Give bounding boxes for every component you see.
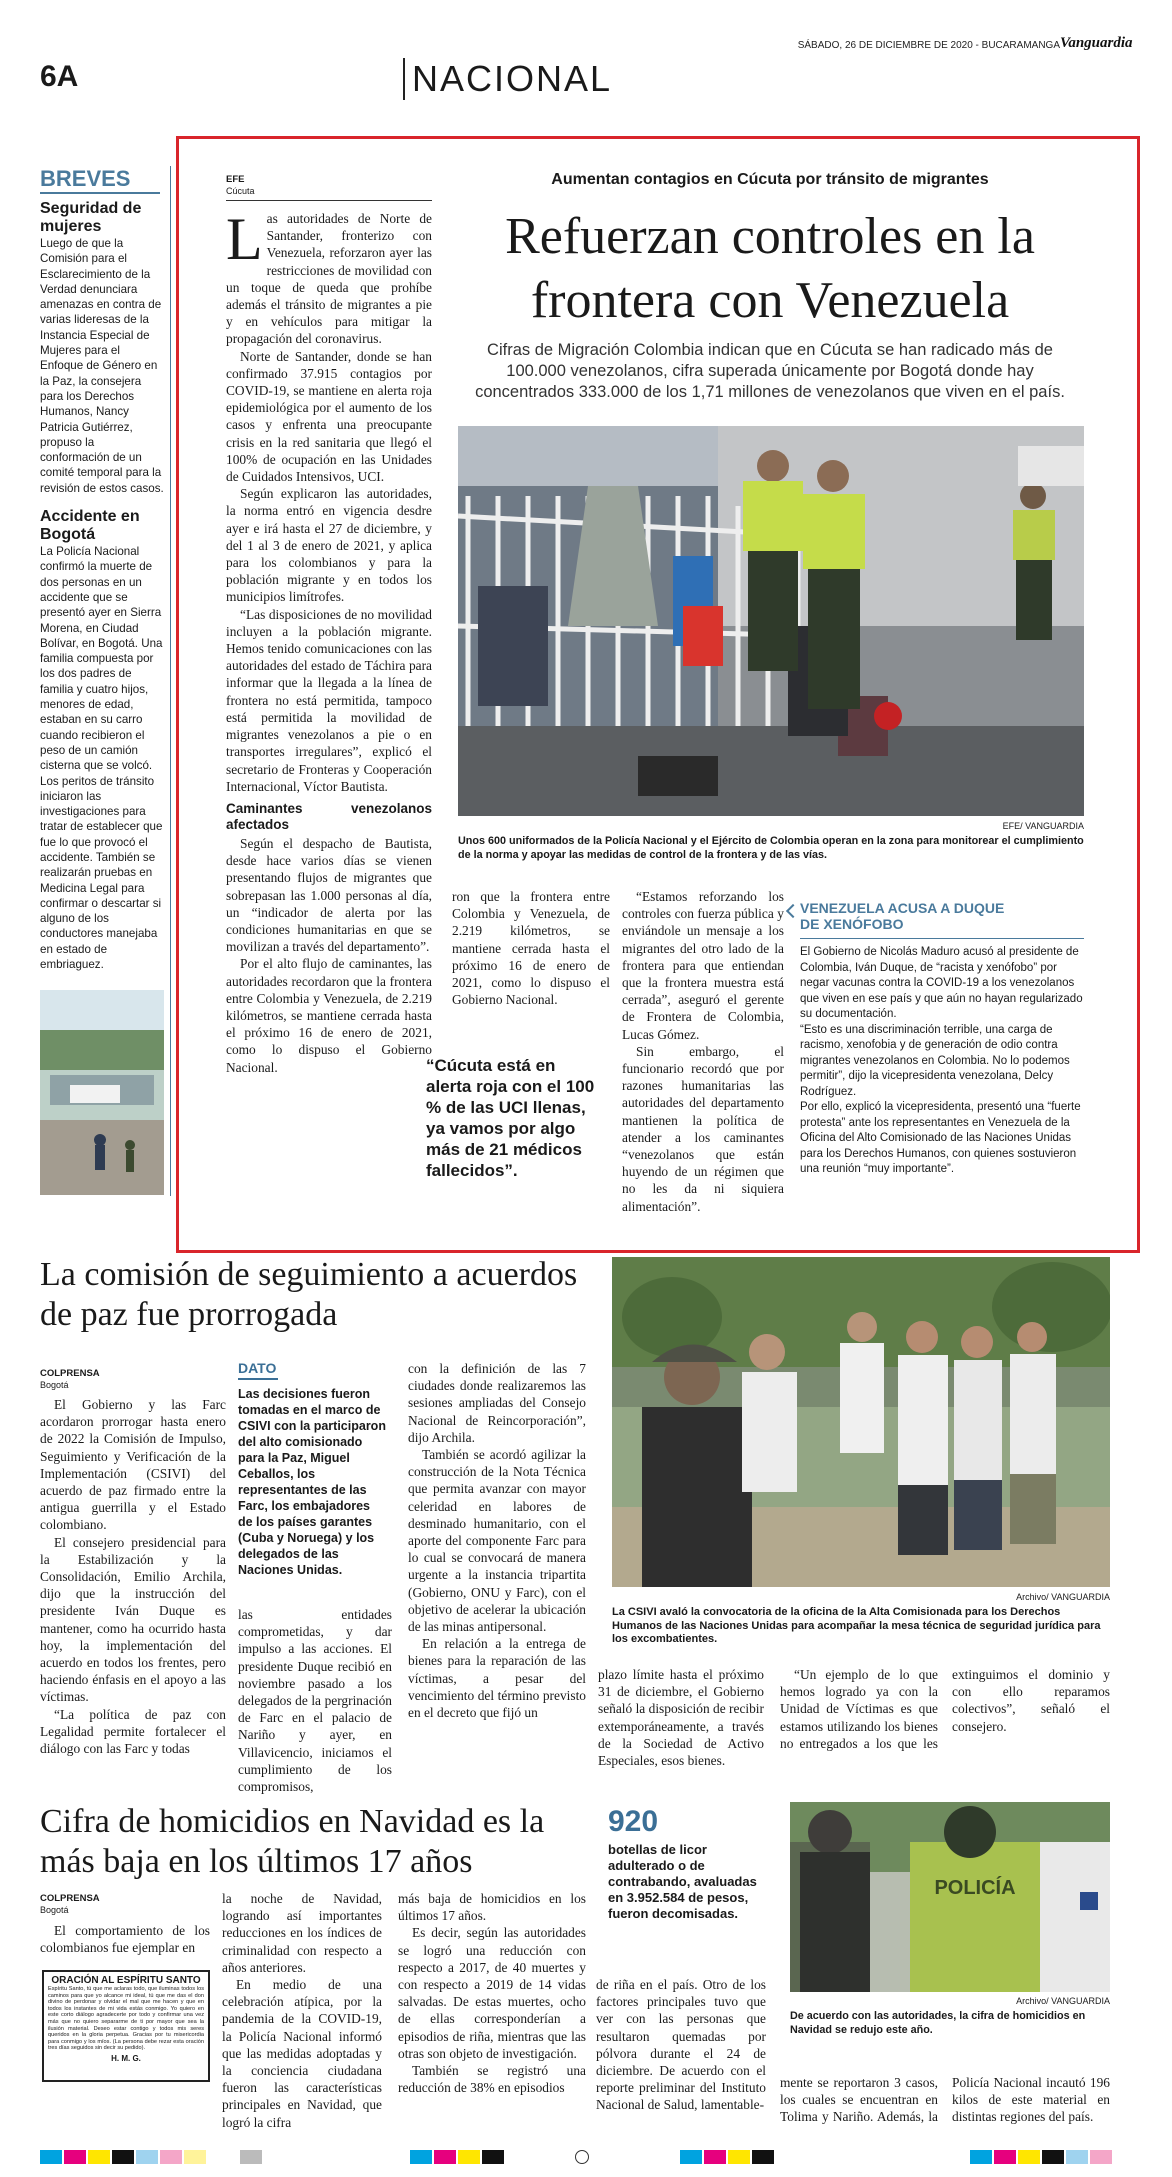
accident-photo (40, 990, 164, 1195)
registration-mark-icon (575, 2150, 589, 2164)
dropcap: L (226, 206, 263, 272)
story3-column-2 (222, 1890, 382, 2131)
story3-column-4 (596, 1976, 766, 2114)
story1-byline-rule (226, 200, 432, 201)
story3-column-3 (398, 1890, 586, 2096)
story3-caption: De acuerdo con las autoridades, la cifra de homicidios en Navidad se redujo este año. (790, 2010, 1086, 2036)
sidebar-title: VENEZUELA ACUSA A DUQUE DE XENÓFOBO (800, 900, 1005, 932)
paragraph: con la definición de las 7 ciudades donde realizaremos las sesiones ampliadas del Consejo Nacional de Reincorporación”, dijo Archila. (408, 1361, 586, 1445)
story1-caption: Unos 600 uniformados de la Policía Nacional y el Ejército de Colombia operan en la zona para monitorear el cumplimiento de la norma y apoyar las medidas de control de la frontera y de las vías. (458, 835, 1084, 861)
dato-text: Las decisiones fueron tomadas en el marco de CSIVI con la participaron del alto comisionado para la Paz, Miguel Ceballos, los representantes de las Farc, los embajadores de los países garantes (Cuba y Noruega) y los delegados de las Naciones Unidas. (238, 1387, 386, 1577)
police-label: POLICÍA (934, 1877, 1016, 1899)
paragraph: El comportamiento de los colombianos fue ejemplar en (40, 1923, 210, 1956)
border-control-photo (458, 426, 1084, 816)
prayer-title: ORACIÓN AL ESPÍRITU SANTO (51, 1975, 201, 1986)
paragraph: También se registró una reducción de 38% en episodios (398, 2063, 586, 2096)
story1-subhead: Caminantes venezolanos afectados (226, 800, 432, 832)
paragraph: Según explicaron las autoridades, la norma entró en vigencia desdre ayer e irá hasta el 27 de diciembre, y del 1 al 3 de enero de 2021, y aplica para los colombianos y para la población migrante y en todos los municipios limítrofes. (226, 486, 432, 605)
paragraph: Norte de Santander, donde se han confirmado 37.915 contagios por COVID-19, se mantiene en alerta roja epidemiológica por el aumento de los casos y enfrenta una preocupante crisis en la red sanitaria que llegó el 100% de ocupación en las Unidades de Cuidados Intensivos, UCI. (226, 348, 432, 485)
sidebar-text: “Esto es una discriminación terrible, una carga de racismo, xenofobia y de generación de odio contra migrantes venezolanos en Colombia. No lo podemos permitir”, dijo la vicepresidenta venezolana, Delcy Rodríguez. (800, 1023, 1070, 1098)
paragraph: El consejero presidencial para la Estabilización y la Consolidación, Emilio Archila, dijo que la instrucción del presidente Iván Duque es mantener, como ha ocurrido hasta hoy, la implementación del acuerdo en todos los frentes, pero haciendo énfasis en el apoyo a las víctimas. (40, 1534, 226, 1705)
paragraph: “La política de paz con Legalidad permite fortalecer el diálogo con las Farc y todas (40, 1706, 226, 1757)
story2-agency: COLPRENSA (40, 1368, 100, 1379)
story1-headline: Refuerzan controles en la frontera con Venezuela (505, 208, 1035, 329)
brief-column (40, 200, 164, 972)
story1-column-1 (226, 206, 432, 1076)
brief-title: Seguridad de mujeres (40, 200, 142, 235)
paragraph: mente se reportaron 3 casos, los cuales se encuentran en Tolima y Nariño. Además, la Policía Nacional incautó 196 kilos de este material en distintas regiones del país. (780, 2075, 1110, 2125)
brief-vertical-rule (170, 166, 171, 1196)
story3-column-1 (40, 1922, 210, 1956)
paragraph: de riña en el país. Otro de los factores principales tuvo que ver con las personas que resultaron quemadas por pólvora durante el 24 de diciembre. De acuerdo con el reporte preliminar del Instituto Nacional de Salud, lamentable- (596, 1977, 766, 2113)
story2-column-4 (598, 1666, 764, 1769)
paragraph: la noche de Navidad, logrando así importantes reducciones en los índices de criminalidad con respecto a años anteriores. (222, 1891, 382, 1975)
paragraph: las entidades comprometidas, y dar impulso a las acciones. El presidente Duque recibió en noviembre pasado a los delegados de la pergrinación de Farc en el palacio de Nariño y ayer, en Villavicencio, iniciamos el cumplimiento de los compromisos, (238, 1607, 392, 1795)
story1-photo-credit: EFE/ VANGUARDIA (1002, 821, 1084, 831)
prayer-signature: H. M. G. (111, 2053, 141, 2063)
story1-column-3 (622, 888, 784, 1215)
story3-agency: COLPRENSA (40, 1893, 100, 1904)
dato-rule (238, 1378, 278, 1380)
dato-label: DATO (238, 1360, 277, 1376)
story2-column-2 (238, 1606, 392, 1795)
story3-city: Bogotá (40, 1905, 69, 1915)
story3-headline: Cifra de homicidios en Navidad es la más baja en los últimos 17 años (40, 1803, 545, 1880)
prayer-text: Espíritu Santo, tú que me aclaras todo, que iluminas todos los caminos para que yo alcance mi ideal, tú que me das el don divino de perdonar y olvidar el mal que me hacen y que en todos los instantes de mi vida estás conmigo. Yo quiero en este corto diálogo agradecerte por todo y confirmar una vez más que no quiero separarme de ti por mayor que sea la ilusión material. Deseo estar contigo y todos mis seres queridos en la gloria perpetua. Gracias por tu misericordia para conmigo y los míos. (La persona debe rezar esta oración tres días seguidos sin decir su pedido). (48, 1986, 204, 2052)
story1-pullquote: “Cúcuta está en alerta roja con el 100 % de las UCI llenas, ya vamos por algo más de 21 médicos fallecidos”. (426, 1056, 595, 1180)
paragraph: más baja de homicidios en los últimos 17 años. (398, 1891, 586, 1924)
paragraph: “Estamos reforzando los controles con fuerza pública y enviándole un mensaje a los migrantes del otro lado de la frontera para que entiendan que la frontera muestra está cerrada”, aseguró el gerente de Frontera de Colombia, Lucas Gómez. (622, 889, 784, 1042)
story2-photo-credit: Archivo/ VANGUARDIA (1016, 1592, 1110, 1602)
story1-kicker: Aumentan contagios en Cúcuta por tránsito de migrantes (551, 171, 989, 188)
xenophobe-sidebar (800, 900, 1084, 1178)
brief-title: Accidente en Bogotá (40, 508, 140, 544)
story1-column-2-text: ron que la frontera entre Colombia y Venezuela, de 2.219 kilómetros, se mantiene cerrada hasta el próximo 16 de enero de 2021, como lo dispuso el Gobierno Nacional. (452, 889, 610, 1008)
brief-text: La Policía Nacional confirmó la muerte de dos personas en un accidente que se presentó ayer en Sierra Morena, en Ciudad Bolívar, en Bogotá. Una familia compuesta por los dos padres de familia y cuatro hijos, menores de edad, estaban en su carro cuando recibieron el peso de un camión cisterna que se volcó. Los peritos de tránsito iniciaron las investigaciones para tratar de establecer que fue lo que provocó el accidente. También se realizarán pruebas en Medicina Legal para confirmar o descartar si alguno de los conductores manejaba en estado de embriaguez. (40, 545, 163, 972)
stat-number: 920 (608, 1805, 659, 1838)
story1-agency: EFE (226, 174, 245, 185)
story2-caption: La CSIVI avaló la convocatoria de la oficina de la Alta Comisionada para los Derechos Humanos de las Naciones Unidas para acompañar la mesa técnica de seguridad jurídica para los excombatientes. (612, 1606, 1101, 1645)
sidebar-rule (800, 938, 1084, 939)
paragraph: “Un ejemplo de lo que hemos logrado ya con la Unidad de Víctimas es que estamos utilizando los bienes no entregados a los que les extinguimos el dominio y con ello reparamos colectivos”, señaló el consejero. (780, 1667, 1110, 1751)
story2-column-1 (40, 1396, 226, 1757)
paragraph: Sin embargo, el funcionario recordó que por razones humanitarias las autoridades del departamento mantienen la política de atender a los caminantes “venezolanos que están huyendo de un régimen que no les da ni siquiera alimentación”. (622, 1043, 784, 1214)
page-number: 6A (40, 60, 79, 93)
story2-column-3 (408, 1360, 586, 1721)
police-photo (790, 1802, 1110, 1992)
brief-rule (40, 192, 160, 194)
brief-text: Luego de que la Comisión para el Esclarecimiento de la Verdad denunciara amenazas en contra de varias lideresas de la Instancia Especial de Mujeres para el Enfoque de Género en la Paz, la consejera para los Derechos Humanos, Nancy Patricia Gutiérrez, propuso la conformación de un comité temporal para la revisión de estos casos. (40, 237, 164, 495)
story3-photo-credit: Archivo/ VANGUARDIA (1016, 1996, 1110, 2006)
paragraph: plazo límite hasta el próximo 31 de diciembre, el Gobierno señaló la disposición de recibir extemporáneamente, a través de la Sociedad de Activo Especiales, esos bienes. (598, 1667, 764, 1769)
paragraph: También se acordó agilizar la construcción de la Nota Técnica que permita avanzar con mayor celeridad en labores de desminado humanitario, con el aporte del componente Farc para lo cual se convocará de manera urgente a la instancia tripartita (Gobierno, ONU y Farc), con el objetivo de acelerar la ubicación de las minas antipersonal. (408, 1447, 586, 1635)
story1-city: Cúcuta (226, 186, 255, 196)
paragraph: Por el alto flujo de caminantes, las autoridades recordaron que la frontera entre Colombia y Venezuela, de 2.219 kilómetros, se mantiene cerrada hasta el próximo 16 de enero de 2021, como lo dispuso el Gobierno Nacional. (226, 956, 432, 1075)
story2-column-5 (780, 1666, 1110, 1752)
paragraph: as autoridades de Norte de Santander, fronterizo con Venezuela, reforzaron ayer las restricciones de movilidad con un toque de queda que prohíbe además el tránsito de migrantes a pie y en vehículos para mitigar la propagación del coronavirus. (226, 211, 432, 347)
story3-column-5 (780, 2074, 1110, 2126)
story2-headline: La comisión de seguimiento a acuerdos de paz fue prorrogada (40, 1256, 578, 1333)
masthead: Vanguardia (1060, 35, 1133, 51)
paragraph: En medio de una celebración atípica, por la pandemia de la COVID-19, la Policía Nacional informó que las medidas adoptadas y la conciencia ciudadana fueron las características principales en Navidad, que logró la cifra (222, 1977, 382, 2130)
paragraph: El Gobierno y las Farc acordaron prorrogar hasta enero de 2022 la Comisión de Impulso, Seguimiento y Verificación de la Implementación (CSIVI) del acuerdo de paz firmado entre la antigua guerrilla y el Estado colombiano. (40, 1397, 226, 1533)
print-registration-bar (40, 2150, 1132, 2164)
csivi-meeting-photo (612, 1257, 1110, 1587)
dato-box (238, 1360, 388, 1578)
story1-deck: Cifras de Migración Colombia indican que en Cúcuta se han radicado más de 100.000 venezolanos, cifra superada únicamente por Bogotá donde hay concentrados 333.000 de los 1,71 millones de venezolanos que viven en el país. (475, 341, 1065, 401)
section-title: NACIONAL (412, 58, 613, 99)
prayer-box (42, 1970, 210, 2082)
header-divider (403, 58, 405, 100)
date-line: SÁBADO, 26 DE DICIEMBRE DE 2020 - BUCARAMANGA (797, 40, 1060, 51)
sidebar-text: Por ello, explicó la vicepresidenta, presentó una “fuerte protesta” ante los representantes en Venezuela de la Oficina del Alto Comisionado de las Naciones Unidas para los Derechos Humanos, con quienes sostuvieron una reunión “muy importante”. (800, 1101, 1081, 1175)
brief-label: BREVES (40, 166, 131, 191)
story2-city: Bogotá (40, 1380, 69, 1390)
paragraph: Es decir, según las autoridades se logró una reducción con respecto a 2017, de 40 muertes y con respecto a 2019 de 14 vidas salvadas. De estas muertes, ocho de ellas corresponderían a episodios de riña, mientras que las otras son objeto de investigación. (398, 1925, 586, 2061)
stat-text: botellas de licor adulterado o de contrabando, avaluadas en 3.952.584 de pesos, fueron decomisadas. (608, 1842, 757, 1921)
paragraph: En relación a la entrega de bienes para la reparación de las víctimas, a pesar del vencimiento del término previsto en el decreto que fijó un (408, 1636, 586, 1721)
paragraph: “Las disposiciones de no movilidad incluyen a la población migrante. Hemos tenido comunicaciones con las autoridades del estado de Táchira para informar que la llegada a la línea de frontera no está permitida, tampoco está permitida la movilidad de migrantes venezolanos a pie o en transportes irregulares”, explicó el secretario de Fronteras y Cooperación Internacional, Víctor Bautista. (226, 606, 432, 794)
sidebar-text: El Gobierno de Nicolás Maduro acusó al presidente de Colombia, Iván Duque, de “racista y xenófobo” por negar vacunas contra la COVID-19 a los venezolanos que viven en ese país y que aún no hayan regularizado su documentación. (800, 946, 1083, 1020)
paragraph: Según el despacho de Bautista, desde hace varios días se vienen presentando flujos de migrantes que sobrepasan las 1.000 personas al día, un “indicador de alerta por las condiciones humanitarias en que se movilizan a través del departamento”. (226, 835, 432, 955)
